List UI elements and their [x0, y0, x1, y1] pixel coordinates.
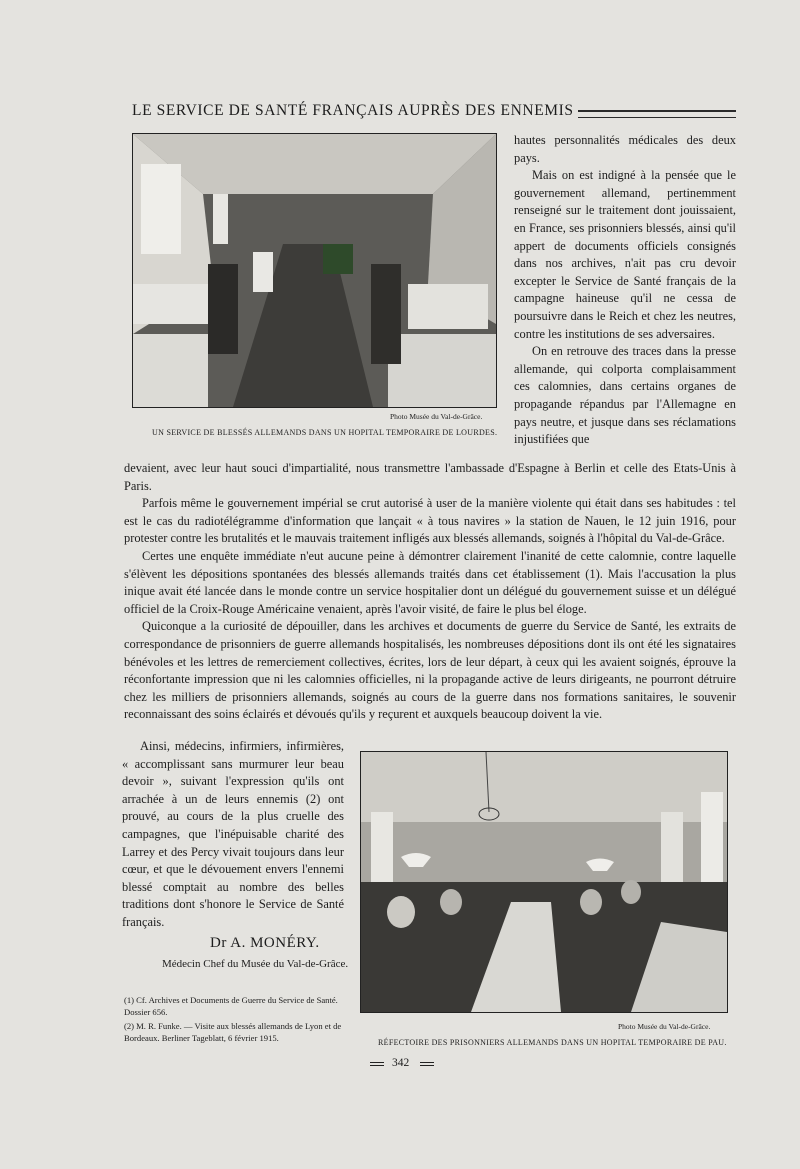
full-width-text [124, 460, 736, 724]
photo1-credit: Photo Musée du Val-de-Grâce. [390, 412, 483, 421]
photo-hospital-ward [132, 133, 497, 408]
footnote-2: (2) M. R. Funke. — Visite aux blessés allemands de Lyon et de Bordeaux. Berliner Tageblatt, 6 février 1915. [124, 1021, 342, 1043]
paragraph-nauen: Parfois même le gouvernement impérial se crut autorisé à user de la manière violente qui était dans ses habitudes : tel est le cas du radiotélégramme d'information que lançait « à tous navires » la station de Nauen, le 12 juin 1916, pour protester contre les brutalités et le mauvais traitement infligés aux blessés allemands, soignés à l'hôpital du Val-de-Grâce. [124, 496, 736, 546]
footnotes [124, 995, 342, 1044]
ward-photo-illustration [133, 134, 496, 407]
page-number-rule-right [420, 1062, 434, 1066]
signature-title: Médecin Chef du Musée du Val-de-Grâce. [162, 958, 349, 970]
left-column [122, 738, 344, 932]
photo2-credit: Photo Musée du Val-de-Grâce. [618, 1022, 711, 1031]
paragraph-ambassade: devaient, avec leur haut souci d'impartialité, nous transmettre l'ambassade d'Espagne à Berlin et celle des Etats-Unis à Paris. [124, 461, 736, 493]
paragraph-indignation: Mais on est indigné à la pensée que le gouvernement allemand, pertinemment renseigné sur le traitement dont jouissaient, en France, ses prisonniers blessés, ainsi qu'il appert de documents officiels consignés dans nos archives, n'ait pas cru devoir excepter le Service de Santé français de la campagne haineuse qu'il ne cessa de poursuivre dans le Reich et chez les neutres, contre les institutions de ses adversaires. [514, 168, 736, 341]
photo-refectory [360, 751, 728, 1013]
paragraph-enquete: Certes une enquête immédiate n'eut aucune peine à démontrer clairement l'inanité de cette calomnie, contre laquelle s'élèvent les dépositions spontanées des blessés allemands traités dans cet établissement (1). Mais l'accusation la plus inique avait été lancée dans le monde contre un service hospitalier dont un délégué du gouvernement suisse et un délégué officiel de la Croix-Rouge Américaine venaient, après l'avoir visité, de faire le plus bel éloge. [124, 548, 736, 616]
page-number-block [370, 1057, 434, 1071]
paragraph-continuation: hautes personnalités médicales des deux pays. [514, 133, 736, 165]
page-number-rule-left [370, 1062, 384, 1066]
running-header: LE SERVICE DE SANTÉ FRANÇAIS AUPRÈS DES ENNEMIS [132, 102, 574, 119]
footnote-1: (1) Cf. Archives et Documents de Guerre du Service de Santé. Dossier 656. [124, 995, 338, 1017]
header-rule [578, 110, 736, 118]
right-column [514, 132, 736, 449]
page-number: 342 [392, 1057, 410, 1069]
refectory-photo-illustration [361, 752, 727, 1012]
paragraph-archives: Quiconque a la curiosité de dépouiller, dans les archives et documents de guerre du Service de Santé, les extraits de correspondance de prisonniers de guerre allemands hospitalisés, les nombreuses dépositions dont ils ont été les signataires bénévoles et les lettres de remerciement collectives, écrites, lors de leur départ, à ceux qui les avaient soignés, éprouve la réconfortante impression que ni les calomnies officielles, ni la propagande active de leurs dirigeants, ne pourront détruire chez les milliers de prisonniers allemands, soignés au cours de la guerre dans nos formations sanitaires, le souvenir reconnaissant des soins éclairés et dévoués qu'ils y reçurent et auxquels beaucoup doivent la vie. [124, 619, 736, 722]
signature-name: Dr A. MONÉRY. [210, 935, 320, 951]
paragraph-conclusion: Ainsi, médecins, infirmiers, infirmières, « accomplissant sans murmurer leur beau devoir », suivant l'expression qu'ils ont arrachée à un de leurs ennemis (2) ont prouvé, au cours de la plus cruelle des campagnes, que l'inépuisable charité des Larrey et des Percy vivait toujours dans leur cœur, et que le dévouement envers l'ennemi blessé comptait au nombre des belles traditions dont s'honore le Service de Santé français. [122, 739, 344, 929]
photo1-caption: UN SERVICE DE BLESSÉS ALLEMANDS DANS UN HOPITAL TEMPORAIRE DE LOURDES. [152, 428, 498, 437]
photo2-caption: RÉFECTOIRE DES PRISONNIERS ALLEMANDS DANS UN HOPITAL TEMPORAIRE DE PAU. [378, 1038, 727, 1047]
paragraph-presse: On en retrouve des traces dans la presse allemande, qui colporta complaisamment ces calomnies, dans certains organes de propagande répandus par l'Allemagne en pays neutre, et jusque dans ses réclamations injustifiées que [514, 344, 736, 447]
